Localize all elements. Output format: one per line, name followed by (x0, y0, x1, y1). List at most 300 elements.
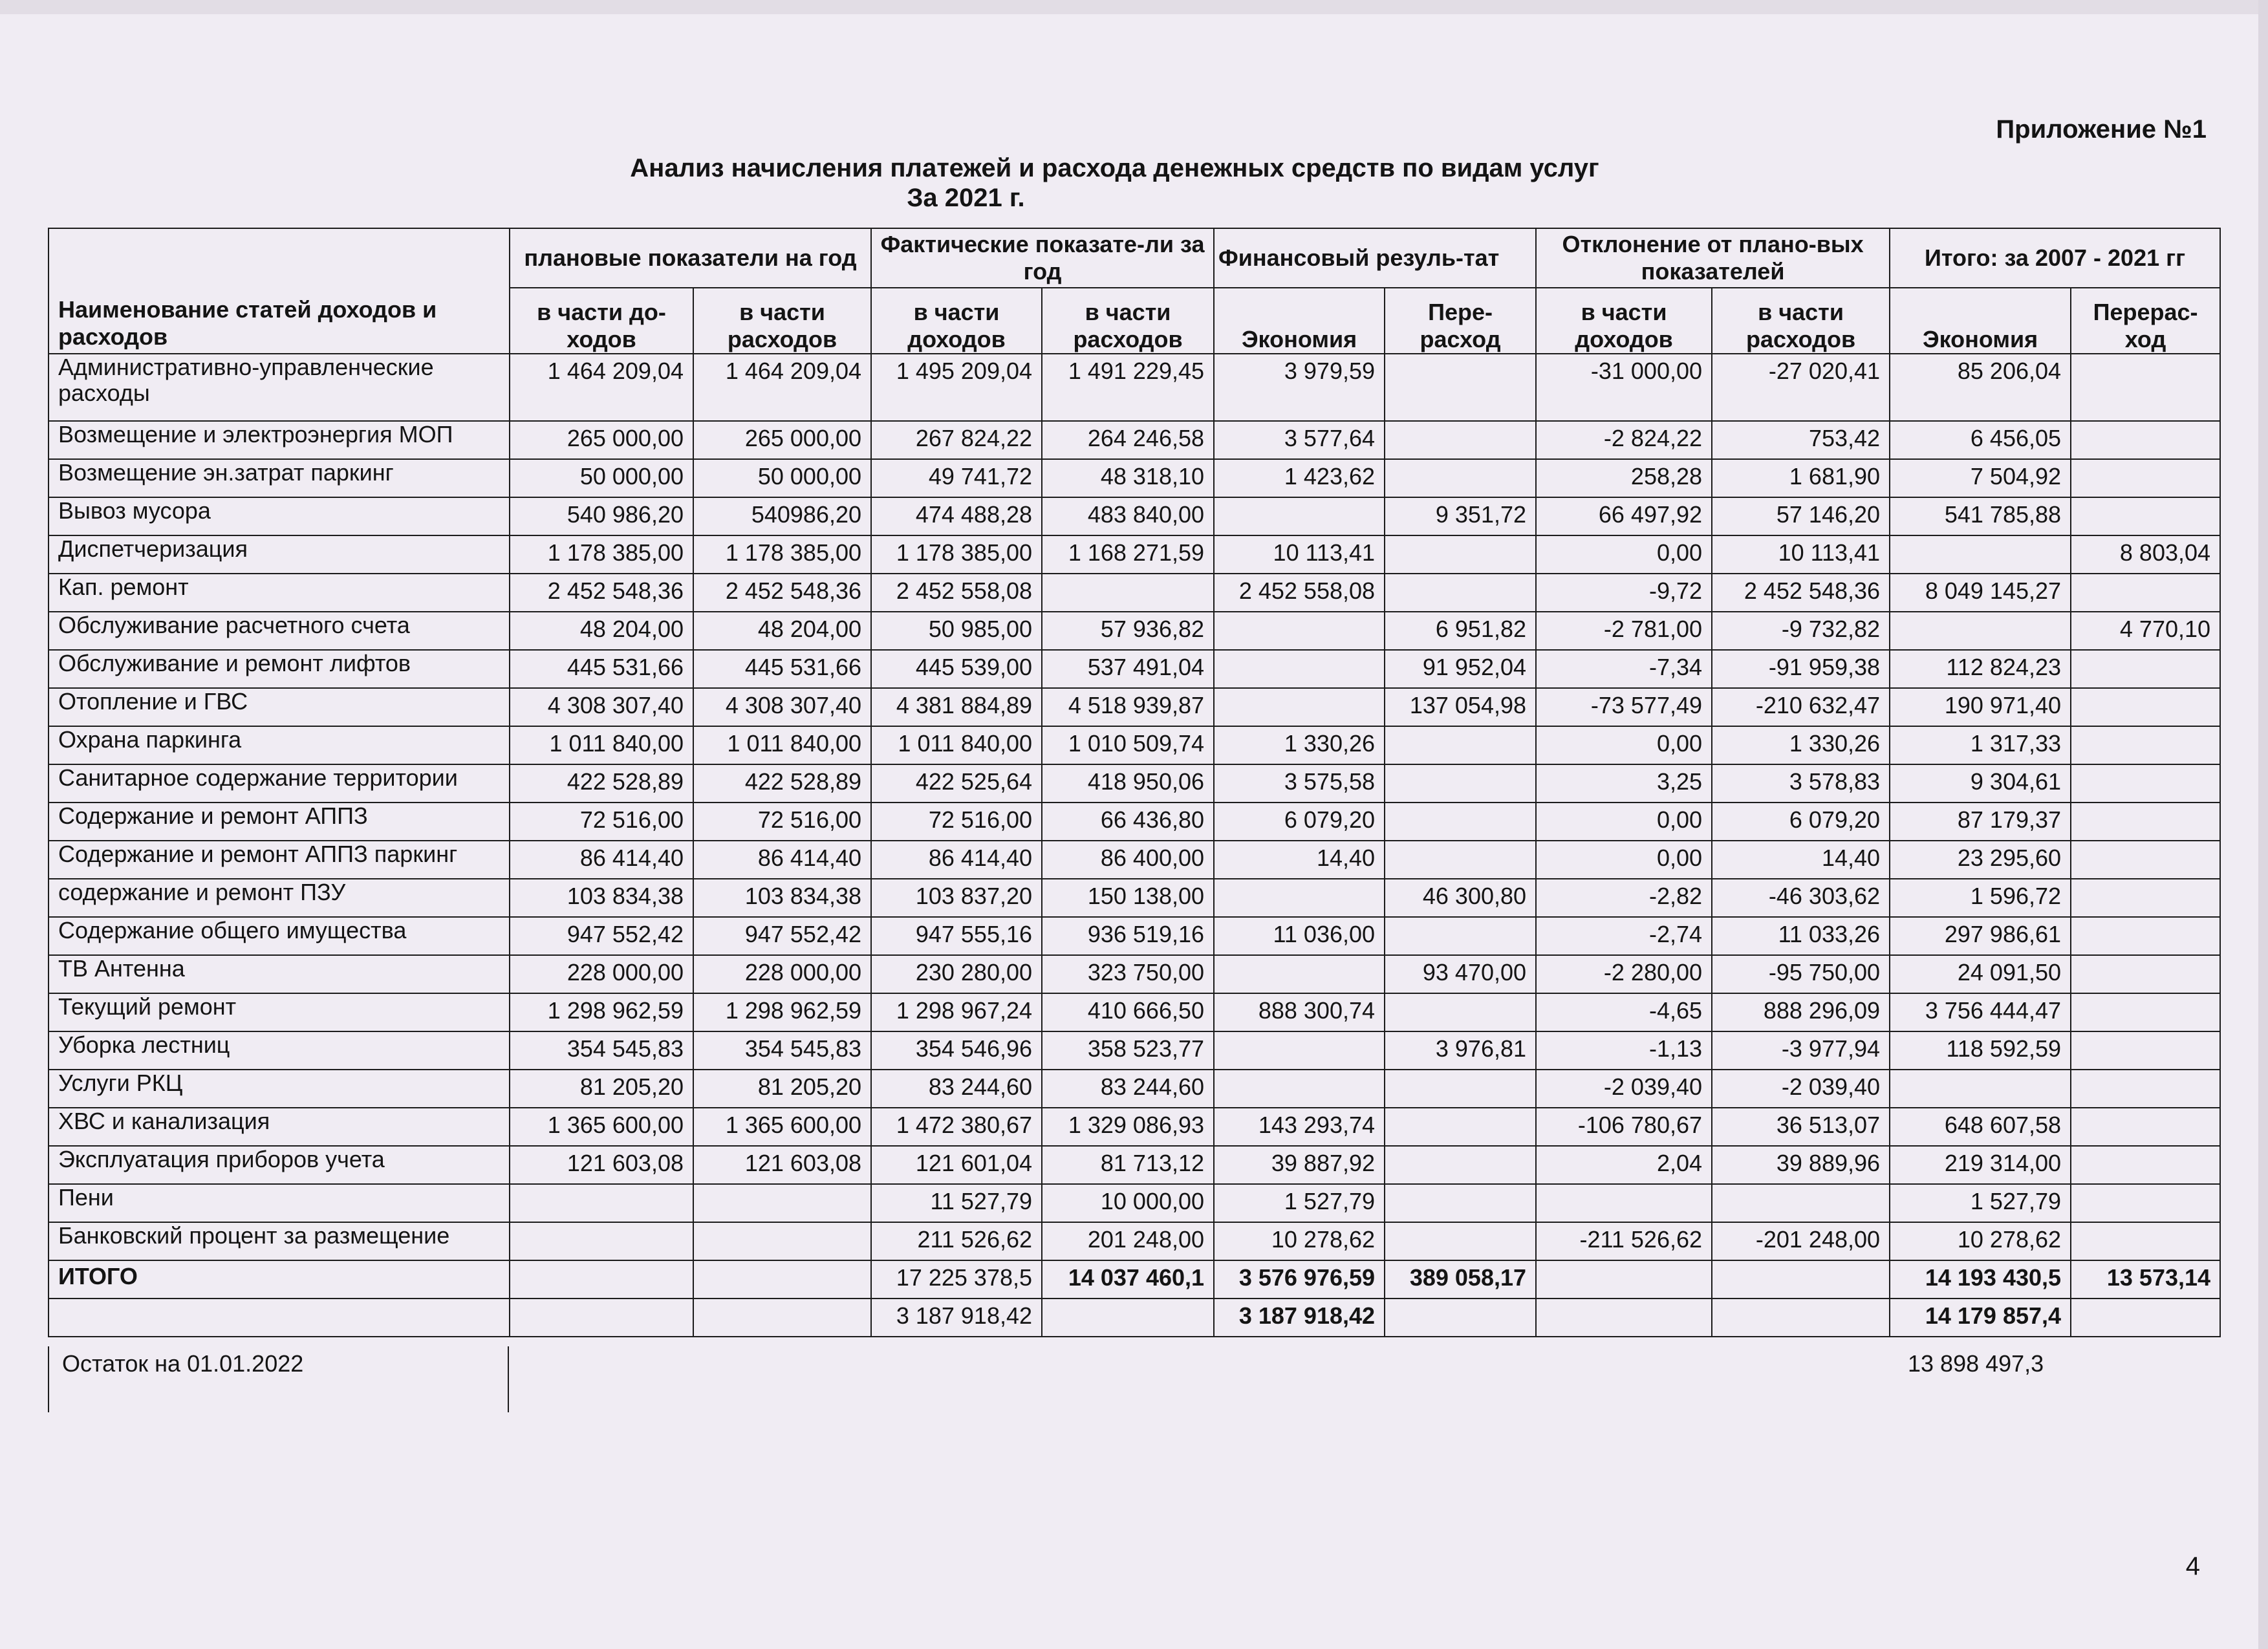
row-value-cell: 888 300,74 (1214, 993, 1385, 1031)
row-value-cell (510, 1222, 693, 1260)
row-value-cell: 81 205,20 (510, 1070, 693, 1108)
row-value-cell: 1 596,72 (1890, 879, 2071, 917)
row-value-cell (2071, 574, 2220, 612)
table-row (49, 1108, 2220, 1146)
total-value-cell: 17 225 378,5 (871, 1260, 1042, 1299)
row-value-cell: 81 205,20 (693, 1070, 871, 1108)
total-value-cell: 14 179 857,4 (1890, 1299, 2071, 1337)
row-value-cell (1214, 650, 1385, 688)
row-item-name: Вывоз мусора (49, 497, 510, 535)
row-value-cell (1385, 535, 1536, 574)
row-value-cell (2071, 917, 2220, 955)
row-value-cell: 48 204,00 (510, 612, 693, 650)
row-value-cell: 1 011 840,00 (510, 726, 693, 764)
table-row (49, 993, 2220, 1031)
row-value-cell: 418 950,06 (1042, 764, 1214, 803)
row-value-cell: 14,40 (1214, 841, 1385, 879)
row-value-cell: 1 168 271,59 (1042, 535, 1214, 574)
row-value-cell (1890, 612, 2071, 650)
total-value-cell (1536, 1299, 1712, 1337)
row-value-cell: 2 452 548,36 (510, 574, 693, 612)
row-value-cell (1214, 1070, 1385, 1108)
row-value-cell: 8 049 145,27 (1890, 574, 2071, 612)
table-row (49, 421, 2220, 459)
balance-value: 13 898 497,3 (1908, 1350, 2044, 1377)
row-value-cell: 410 666,50 (1042, 993, 1214, 1031)
row-value-cell (2071, 354, 2220, 421)
row-value-cell (1385, 726, 1536, 764)
row-value-cell: 6 951,82 (1385, 612, 1536, 650)
row-value-cell: 150 138,00 (1042, 879, 1214, 917)
row-value-cell: 258,28 (1536, 459, 1712, 497)
row-value-cell: 3 756 444,47 (1890, 993, 2071, 1031)
row-value-cell: 2 452 558,08 (1214, 574, 1385, 612)
row-value-cell: 358 523,77 (1042, 1031, 1214, 1070)
row-value-cell (1712, 1184, 1890, 1222)
row-value-cell: 7 504,92 (1890, 459, 2071, 497)
row-value-cell: -9,72 (1536, 574, 1712, 612)
row-value-cell: 1 178 385,00 (871, 535, 1042, 574)
table-row (49, 803, 2220, 841)
row-item-name: Диспетчеризация (49, 535, 510, 574)
row-value-cell: 10 000,00 (1042, 1184, 1214, 1222)
row-value-cell: -2,74 (1536, 917, 1712, 955)
row-value-cell: 354 546,96 (871, 1031, 1042, 1070)
header-total-overspend: Перерас-ход (2071, 288, 2220, 354)
row-value-cell: 48 318,10 (1042, 459, 1214, 497)
row-value-cell: 6 456,05 (1890, 421, 2071, 459)
row-value-cell: 143 293,74 (1214, 1108, 1385, 1146)
row-value-cell: 87 179,37 (1890, 803, 2071, 841)
total-value-cell (1385, 1299, 1536, 1337)
row-value-cell: 36 513,07 (1712, 1108, 1890, 1146)
row-value-cell: 354 545,83 (693, 1031, 871, 1070)
row-item-name: ТВ Антенна (49, 955, 510, 993)
row-value-cell: -201 248,00 (1712, 1222, 1890, 1260)
row-value-cell (2071, 1070, 2220, 1108)
row-value-cell: 86 400,00 (1042, 841, 1214, 879)
header-fact-income: в части доходов (871, 288, 1042, 354)
row-value-cell: 86 414,40 (871, 841, 1042, 879)
table-row (49, 1146, 2220, 1184)
row-value-cell: 49 741,72 (871, 459, 1042, 497)
row-value-cell (1385, 1070, 1536, 1108)
row-value-cell: 1 298 962,59 (510, 993, 693, 1031)
row-value-cell: -46 303,62 (1712, 879, 1890, 917)
row-value-cell (2071, 459, 2220, 497)
row-value-cell: 1 472 380,67 (871, 1108, 1042, 1146)
table-row (49, 955, 2220, 993)
row-value-cell: 4 518 939,87 (1042, 688, 1214, 726)
row-value-cell: 112 824,23 (1890, 650, 2071, 688)
row-value-cell: -27 020,41 (1712, 354, 1890, 421)
row-value-cell: 0,00 (1536, 803, 1712, 841)
row-value-cell: 39 889,96 (1712, 1146, 1890, 1184)
row-value-cell: 57 936,82 (1042, 612, 1214, 650)
total-value-cell (1712, 1260, 1890, 1299)
row-value-cell: -2 039,40 (1712, 1070, 1890, 1108)
row-value-cell: 537 491,04 (1042, 650, 1214, 688)
row-value-cell: 228 000,00 (693, 955, 871, 993)
row-value-cell: 11 527,79 (871, 1184, 1042, 1222)
row-value-cell: 1 317,33 (1890, 726, 2071, 764)
row-value-cell (1385, 354, 1536, 421)
row-value-cell: 86 414,40 (510, 841, 693, 879)
row-value-cell (1214, 497, 1385, 535)
row-value-cell: 1 329 086,93 (1042, 1108, 1214, 1146)
row-value-cell (693, 1222, 871, 1260)
row-value-cell: 4 308 307,40 (693, 688, 871, 726)
total-label: ИТОГО (49, 1260, 510, 1299)
total-value-cell: 3 187 918,42 (1214, 1299, 1385, 1337)
row-item-name: Пени (49, 1184, 510, 1222)
row-value-cell: 422 525,64 (871, 764, 1042, 803)
total-value-cell: 3 187 918,42 (871, 1299, 1042, 1337)
row-value-cell: 1 010 509,74 (1042, 726, 1214, 764)
row-value-cell: 1 178 385,00 (693, 535, 871, 574)
header-deviation: Отклонение от плано-вых показателей (1536, 228, 1890, 288)
row-value-cell (2071, 841, 2220, 879)
row-item-name: Отопление и ГВС (49, 688, 510, 726)
row-value-cell: 0,00 (1536, 535, 1712, 574)
header-total-period: Итого: за 2007 - 2021 гг (1890, 228, 2220, 288)
row-value-cell: 753,42 (1712, 421, 1890, 459)
row-value-cell: 445 531,66 (510, 650, 693, 688)
total-value-cell: 3 576 976,59 (1214, 1260, 1385, 1299)
table-row (49, 917, 2220, 955)
row-value-cell: 2,04 (1536, 1146, 1712, 1184)
row-value-cell: -73 577,49 (1536, 688, 1712, 726)
row-value-cell: 648 607,58 (1890, 1108, 2071, 1146)
row-value-cell (2071, 497, 2220, 535)
balance-left-border (48, 1346, 49, 1412)
table-row (49, 459, 2220, 497)
row-item-name: Уборка лестниц (49, 1031, 510, 1070)
row-value-cell: 445 539,00 (871, 650, 1042, 688)
header-fin-overspend: Пере-расход (1385, 288, 1536, 354)
row-value-cell (2071, 1184, 2220, 1222)
row-value-cell: 888 296,09 (1712, 993, 1890, 1031)
row-value-cell (1385, 764, 1536, 803)
row-value-cell: 24 091,50 (1890, 955, 2071, 993)
row-value-cell: 103 837,20 (871, 879, 1042, 917)
table-row (49, 688, 2220, 726)
table-row (49, 764, 2220, 803)
row-value-cell: -106 780,67 (1536, 1108, 1712, 1146)
header-plan-expense: в части расходов (693, 288, 871, 354)
row-value-cell: 121 601,04 (871, 1146, 1042, 1184)
table-row (49, 354, 2220, 421)
row-value-cell: -91 959,38 (1712, 650, 1890, 688)
row-item-name: Эксплуатация приборов учета (49, 1146, 510, 1184)
row-value-cell: 3 578,83 (1712, 764, 1890, 803)
row-value-cell (1385, 1184, 1536, 1222)
row-value-cell: 66 497,92 (1536, 497, 1712, 535)
row-value-cell: 2 452 548,36 (693, 574, 871, 612)
row-value-cell: -31 000,00 (1536, 354, 1712, 421)
total-value-cell (693, 1260, 871, 1299)
table-row (49, 841, 2220, 879)
row-value-cell (1890, 535, 2071, 574)
row-value-cell: 1 365 600,00 (693, 1108, 871, 1146)
row-value-cell (1385, 1108, 1536, 1146)
row-value-cell (1385, 1222, 1536, 1260)
header-plan-income: в части до-ходов (510, 288, 693, 354)
row-value-cell: 10 113,41 (1712, 535, 1890, 574)
row-value-cell: 474 488,28 (871, 497, 1042, 535)
row-value-cell: -95 750,00 (1712, 955, 1890, 993)
row-value-cell: 93 470,00 (1385, 955, 1536, 993)
header-plan: плановые показатели на год (510, 228, 871, 288)
row-value-cell (2071, 1108, 2220, 1146)
row-value-cell: 323 750,00 (1042, 955, 1214, 993)
row-value-cell (2071, 764, 2220, 803)
row-value-cell: 0,00 (1536, 726, 1712, 764)
row-value-cell (1042, 574, 1214, 612)
table-row (49, 535, 2220, 574)
services-analysis-table (48, 228, 2221, 1337)
row-value-cell: 4 308 307,40 (510, 688, 693, 726)
row-value-cell: 1 330,26 (1712, 726, 1890, 764)
total-value-cell: 14 037 460,1 (1042, 1260, 1214, 1299)
table-row (49, 650, 2220, 688)
row-value-cell: 81 713,12 (1042, 1146, 1214, 1184)
row-value-cell: 4 381 884,89 (871, 688, 1042, 726)
row-item-name: Административно-управленческие расходы (49, 354, 510, 421)
row-item-name: Охрана паркинга (49, 726, 510, 764)
row-value-cell: 11 036,00 (1214, 917, 1385, 955)
total-value-cell (1536, 1260, 1712, 1299)
row-value-cell: 118 592,59 (1890, 1031, 2071, 1070)
row-value-cell (1385, 421, 1536, 459)
row-value-cell: 1 464 209,04 (693, 354, 871, 421)
table-row (49, 1031, 2220, 1070)
row-value-cell (2071, 650, 2220, 688)
row-value-cell: 50 000,00 (693, 459, 871, 497)
row-item-name: Содержание и ремонт АППЗ паркинг (49, 841, 510, 879)
row-value-cell: -2 039,40 (1536, 1070, 1712, 1108)
row-value-cell: 103 834,38 (510, 879, 693, 917)
row-value-cell (1214, 1031, 1385, 1070)
row-value-cell: 1 330,26 (1214, 726, 1385, 764)
total-value-cell: 389 058,17 (1385, 1260, 1536, 1299)
row-value-cell: -210 632,47 (1712, 688, 1890, 726)
row-value-cell: 121 603,08 (693, 1146, 871, 1184)
row-value-cell: 1 681,90 (1712, 459, 1890, 497)
row-value-cell: 190 971,40 (1890, 688, 2071, 726)
row-value-cell (2071, 993, 2220, 1031)
row-value-cell (1214, 688, 1385, 726)
row-value-cell: 85 206,04 (1890, 354, 2071, 421)
row-value-cell: 72 516,00 (871, 803, 1042, 841)
header-fact: Фактические показате-ли за год (871, 228, 1214, 288)
row-value-cell: 86 414,40 (693, 841, 871, 879)
row-value-cell: 211 526,62 (871, 1222, 1042, 1260)
row-item-name: Возмещение и электроэнергия МОП (49, 421, 510, 459)
row-value-cell: 1 178 385,00 (510, 535, 693, 574)
row-value-cell (1385, 993, 1536, 1031)
total-label-blank (49, 1299, 510, 1337)
table-row (49, 1070, 2220, 1108)
row-value-cell: 0,00 (1536, 841, 1712, 879)
row-item-name: Содержание и ремонт АППЗ (49, 803, 510, 841)
row-item-name: Санитарное содержание территории (49, 764, 510, 803)
total-value-cell (1712, 1299, 1890, 1337)
table-row (49, 497, 2220, 535)
row-value-cell: 39 887,92 (1214, 1146, 1385, 1184)
row-item-name: Банковский процент за размещение (49, 1222, 510, 1260)
row-value-cell: -2 781,00 (1536, 612, 1712, 650)
row-value-cell: 10 278,62 (1214, 1222, 1385, 1260)
row-value-cell: 3 577,64 (1214, 421, 1385, 459)
row-value-cell: 91 952,04 (1385, 650, 1536, 688)
row-value-cell: -9 732,82 (1712, 612, 1890, 650)
row-value-cell: -211 526,62 (1536, 1222, 1712, 1260)
row-value-cell: 8 803,04 (2071, 535, 2220, 574)
row-value-cell (2071, 955, 2220, 993)
row-item-name: Обслуживание и ремонт лифтов (49, 650, 510, 688)
row-value-cell: 297 986,61 (1890, 917, 2071, 955)
header-fin-economy: Экономия (1214, 288, 1385, 354)
row-item-name: ХВС и канализация (49, 1108, 510, 1146)
row-value-cell: 1 298 962,59 (693, 993, 871, 1031)
row-value-cell: 6 079,20 (1214, 803, 1385, 841)
row-value-cell: 3 976,81 (1385, 1031, 1536, 1070)
table-row (49, 726, 2220, 764)
row-value-cell: 137 054,98 (1385, 688, 1536, 726)
row-value-cell: 66 436,80 (1042, 803, 1214, 841)
row-value-cell: -2 280,00 (1536, 955, 1712, 993)
table-total-row (49, 1260, 2220, 1299)
row-value-cell: 1 011 840,00 (693, 726, 871, 764)
row-value-cell: 2 452 548,36 (1712, 574, 1890, 612)
row-value-cell: 1 365 600,00 (510, 1108, 693, 1146)
row-value-cell: 1 495 209,04 (871, 354, 1042, 421)
row-value-cell: 1 464 209,04 (510, 354, 693, 421)
row-value-cell: 947 552,42 (693, 917, 871, 955)
row-value-cell (1385, 803, 1536, 841)
header-dev-expense: в части расходов (1712, 288, 1890, 354)
table-total-row-2 (49, 1299, 2220, 1337)
row-value-cell: 265 000,00 (510, 421, 693, 459)
row-value-cell: 219 314,00 (1890, 1146, 2071, 1184)
total-value-cell (1042, 1299, 1214, 1337)
row-value-cell (2071, 879, 2220, 917)
row-value-cell (1385, 841, 1536, 879)
row-value-cell (2071, 688, 2220, 726)
row-value-cell: 10 113,41 (1214, 535, 1385, 574)
row-value-cell: 50 000,00 (510, 459, 693, 497)
row-value-cell: 50 985,00 (871, 612, 1042, 650)
row-value-cell: 3 575,58 (1214, 764, 1385, 803)
row-value-cell: 1 527,79 (1214, 1184, 1385, 1222)
header-dev-income: в части доходов (1536, 288, 1712, 354)
row-value-cell: 947 552,42 (510, 917, 693, 955)
row-value-cell (2071, 1031, 2220, 1070)
row-value-cell: -1,13 (1536, 1031, 1712, 1070)
row-value-cell: 48 204,00 (693, 612, 871, 650)
row-value-cell (2071, 726, 2220, 764)
row-value-cell: 23 295,60 (1890, 841, 2071, 879)
total-value-cell (693, 1299, 871, 1337)
row-value-cell: 72 516,00 (510, 803, 693, 841)
row-value-cell: 1 011 840,00 (871, 726, 1042, 764)
row-value-cell (2071, 1222, 2220, 1260)
scan-top-strip (0, 0, 2268, 14)
row-value-cell: 6 079,20 (1712, 803, 1890, 841)
scan-right-strip (2258, 0, 2268, 1649)
row-value-cell: 540 986,20 (510, 497, 693, 535)
table-row (49, 879, 2220, 917)
row-item-name: Обслуживание расчетного счета (49, 612, 510, 650)
row-value-cell: 57 146,20 (1712, 497, 1890, 535)
row-value-cell: 264 246,58 (1042, 421, 1214, 459)
row-value-cell (1385, 574, 1536, 612)
row-value-cell: 936 519,16 (1042, 917, 1214, 955)
total-value-cell: 14 193 430,5 (1890, 1260, 2071, 1299)
row-value-cell: 230 280,00 (871, 955, 1042, 993)
total-value-cell: 13 573,14 (2071, 1260, 2220, 1299)
row-value-cell: 103 834,38 (693, 879, 871, 917)
row-value-cell (1214, 612, 1385, 650)
table-row (49, 612, 2220, 650)
row-value-cell (1536, 1184, 1712, 1222)
row-value-cell: 3 979,59 (1214, 354, 1385, 421)
row-value-cell: 9 304,61 (1890, 764, 2071, 803)
row-value-cell: 9 351,72 (1385, 497, 1536, 535)
row-value-cell (1214, 879, 1385, 917)
row-value-cell: 14,40 (1712, 841, 1890, 879)
row-value-cell: 121 603,08 (510, 1146, 693, 1184)
header-total-economy: Экономия (1890, 288, 2071, 354)
row-value-cell (2071, 421, 2220, 459)
balance-divider (508, 1346, 509, 1412)
row-value-cell: 11 033,26 (1712, 917, 1890, 955)
row-value-cell: -2,82 (1536, 879, 1712, 917)
row-value-cell (510, 1184, 693, 1222)
row-value-cell: 1 527,79 (1890, 1184, 2071, 1222)
row-value-cell (1890, 1070, 2071, 1108)
row-value-cell: 4 770,10 (2071, 612, 2220, 650)
row-item-name: Содержание общего имущества (49, 917, 510, 955)
row-value-cell: 947 555,16 (871, 917, 1042, 955)
row-value-cell: 540986,20 (693, 497, 871, 535)
row-item-name: Возмещение эн.затрат паркинг (49, 459, 510, 497)
row-value-cell: 483 840,00 (1042, 497, 1214, 535)
document-period: За 2021 г. (907, 184, 1025, 212)
table-row (49, 1184, 2220, 1222)
row-value-cell: -7,34 (1536, 650, 1712, 688)
row-item-name: Услуги РКЦ (49, 1070, 510, 1108)
row-value-cell (2071, 1146, 2220, 1184)
row-value-cell: 3,25 (1536, 764, 1712, 803)
row-item-name: содержание и ремонт ПЗУ (49, 879, 510, 917)
row-value-cell: 1 423,62 (1214, 459, 1385, 497)
total-value-cell (2071, 1299, 2220, 1337)
row-value-cell: 2 452 558,08 (871, 574, 1042, 612)
row-value-cell: 83 244,60 (871, 1070, 1042, 1108)
row-value-cell (2071, 803, 2220, 841)
row-item-name: Текущий ремонт (49, 993, 510, 1031)
table-row (49, 1222, 2220, 1260)
row-value-cell: 201 248,00 (1042, 1222, 1214, 1260)
row-value-cell: 541 785,88 (1890, 497, 2071, 535)
page-number: 4 (2185, 1552, 2200, 1580)
row-value-cell: 445 531,66 (693, 650, 871, 688)
total-value-cell (510, 1260, 693, 1299)
header-fact-expense: в части расходов (1042, 288, 1214, 354)
row-value-cell: 1 491 229,45 (1042, 354, 1214, 421)
